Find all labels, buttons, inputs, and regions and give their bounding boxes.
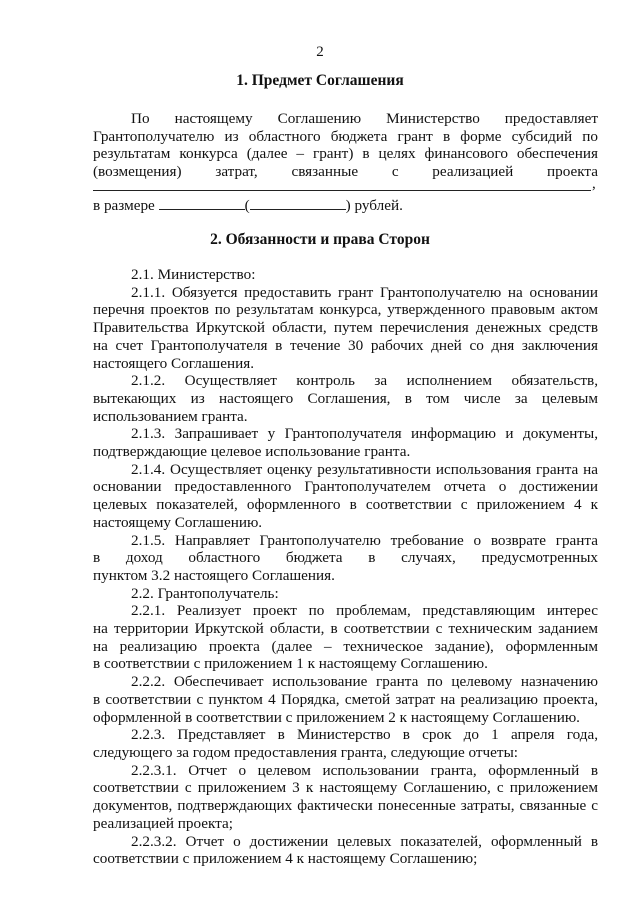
text-line: 2.2.1. Реализует проект по проблемам, представляющим интерес: [131, 602, 598, 620]
text-line: 2.1.5. Направляет Грантополучателю требование о возврате гранта: [131, 531, 598, 549]
paragraph-2-1: [93, 266, 598, 284]
page-number: 2: [316, 44, 324, 60]
blank-comma: ,: [592, 176, 596, 192]
amount-suffix: ) рублей.: [345, 197, 403, 214]
text-line: соответствии с приложением 4 к настоящему Соглашению;: [93, 850, 478, 868]
paragraph-2-2-3: [93, 726, 598, 761]
text-line: целевых показателей, оформленного в соответствии с приложением 4 к: [93, 496, 598, 514]
text-line: По настоящему Соглашению Министерство предоставляет: [131, 110, 598, 127]
text-line: основании предоставленного Грантополучателем отчета о достижении: [93, 478, 598, 496]
amount-open-paren: (: [244, 197, 250, 214]
paragraph-2-2-2: [93, 673, 598, 726]
paragraph-2-2-3-2: [93, 833, 598, 868]
text-line: в соответствии с пунктом 4 Порядка, сметой затрат на реализацию проекта,: [93, 690, 598, 708]
text-line: 2.1.4. Осуществляет оценку результативности использования гранта на: [131, 460, 598, 478]
text-line: на счет Грантополучателя в течение 30 рабочих дней со дня заключения: [93, 336, 598, 354]
text-line: результатам конкурса (далее – грант) в целях финансового обеспечения: [93, 145, 598, 163]
section-1-body: [93, 110, 598, 181]
text-line: Правительства Иркутской области, путем перечисления денежных средств: [93, 319, 598, 337]
text-line: 2.1.2. Осуществляет контроль за исполнением обязательств,: [131, 372, 598, 390]
project-name-blank: [93, 190, 591, 191]
amount-number-blank: [159, 196, 245, 210]
text-line: 2.2.3. Представляет в Министерство в срок до 1 апреля года,: [131, 726, 598, 744]
paragraph-2-2: [93, 585, 598, 603]
text-line: следующего за годом предоставления гранта, следующие отчеты:: [93, 743, 518, 761]
paragraph-2-2-3-1: [93, 762, 598, 833]
paragraph-2-1-5: [93, 532, 598, 585]
amount-prefix: в размере: [93, 197, 155, 214]
paragraph-2-1-2: [93, 372, 598, 425]
text-line: вытекающих из настоящего Соглашения, в том числе за целевым: [93, 389, 598, 407]
text-line: подтверждающие целевое использование гранта.: [93, 443, 411, 461]
section-2-body: [93, 266, 598, 868]
text-line: 2.2.2. Обеспечивает использование гранта по целевому назначению: [131, 673, 598, 691]
text-line: реализацией проекта;: [93, 814, 233, 832]
text-line: Грантополучателю из областного бюджета грант в форме субсидий по: [93, 127, 598, 145]
text-line: пунктом 3.2 настоящего Соглашения.: [93, 566, 335, 584]
text-line: 2.2. Грантополучатель:: [131, 584, 279, 602]
text-line: 2.1.1. Обязуется предоставить грант Грантополучателю на основании: [131, 283, 598, 301]
text-line: в доход областного бюджета в случаях, предусмотренных: [93, 549, 598, 567]
section-2-title: 2. Обязанности и права Сторон: [210, 231, 430, 248]
text-line: использованием гранта.: [93, 407, 248, 425]
paragraph-2-2-1: [93, 602, 598, 673]
text-line: 2.2.3.1. Отчет о целевом использовании гранта, оформленный в: [131, 761, 598, 779]
section-1-title: 1. Предмет Соглашения: [236, 72, 404, 89]
text-line: настоящему Соглашению.: [93, 513, 263, 531]
paragraph-2-1-4: [93, 461, 598, 532]
text-line: 2.1. Министерство:: [131, 266, 256, 283]
text-line: документов, подтверждающих фактически понесенные затраты, связанные с: [93, 797, 598, 815]
text-line: 2.1.3. Запрашивает у Грантополучателя информацию и документы,: [131, 425, 598, 443]
text-line: соответствии с приложением 3 к настоящему Соглашению, с приложением: [93, 779, 598, 797]
text-line: в соответствии с приложением 1 к настоящему Соглашению.: [93, 655, 488, 673]
grant-amount-line: [93, 196, 403, 215]
text-line: на территории Иркутской области, в соответствии с техническим заданием: [93, 620, 598, 638]
text-line: на реализацию проекта (далее – техническое задание), оформленным: [93, 637, 598, 655]
amount-words-blank: [250, 196, 346, 210]
text-line: перечня проектов по результатам конкурса, утвержденного правовым актом: [93, 301, 598, 319]
paragraph-2-1-1: [93, 284, 598, 373]
text-line: 2.2.3.2. Отчет о достижении целевых показателей, оформленный в: [131, 832, 598, 850]
text-line: настоящего Соглашения.: [93, 354, 254, 372]
text-line: (возмещения) затрат, связанные с реализацией проекта: [93, 163, 598, 181]
paragraph-2-1-3: [93, 425, 598, 460]
text-line: оформленной в соответствии с приложением 2 к настоящему Соглашению.: [93, 708, 580, 726]
